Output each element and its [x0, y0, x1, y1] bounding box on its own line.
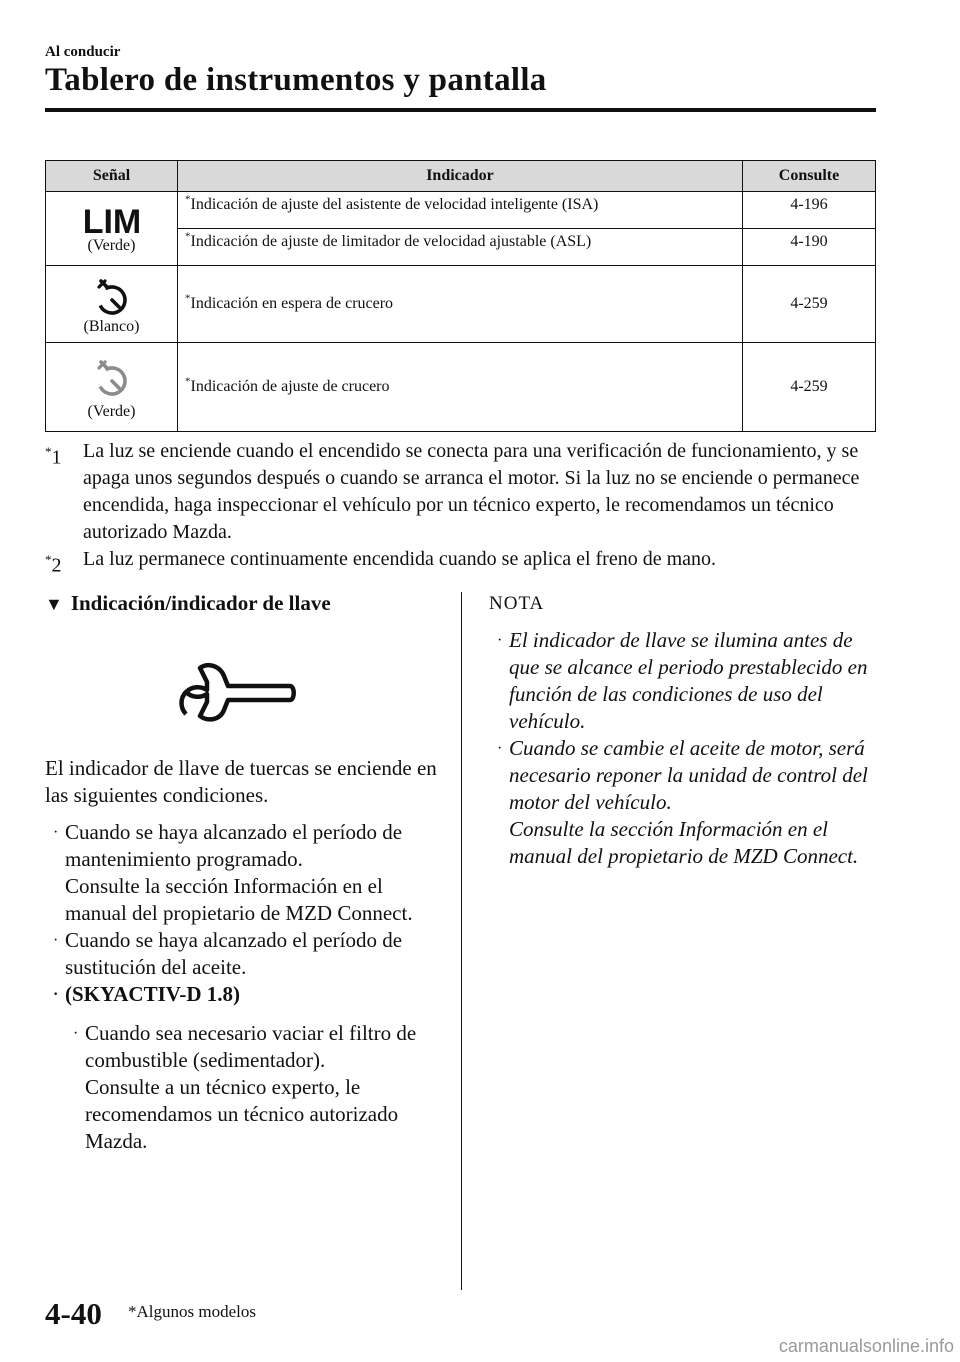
bullet-icon: ·	[53, 986, 59, 1003]
right-column	[489, 590, 884, 870]
reference-cell: 4-196	[743, 192, 876, 229]
bullet-icon: ·	[73, 1025, 79, 1042]
title-rule	[45, 108, 876, 112]
bullet-icon: ·	[497, 740, 503, 757]
indicator-cell: *Indicación de ajuste de limitador de velocidad ajustable (ASL)	[178, 229, 743, 266]
section-label: Al conducir	[45, 44, 121, 60]
header-signal: Señal	[46, 161, 178, 192]
list-item: · (SKYACTIV-D 1.8)	[53, 982, 241, 1006]
cruise-set-icon	[90, 355, 134, 399]
reference-cell: 4-259	[743, 266, 876, 343]
table-row	[46, 192, 876, 229]
signal-cell	[46, 192, 178, 266]
indicator-cell: *Indicación en espera de crucero	[178, 266, 743, 343]
signal-color-label: (Verde)	[87, 403, 136, 420]
column-divider	[461, 592, 462, 1290]
note-item: · Cuando se cambie el aceite de motor, será necesario reponer la unidad de control del motor del vehículo. Consulte la sección Información en el manual del propietario de MZD Connect.	[497, 736, 868, 868]
bullet-icon: ·	[497, 632, 503, 649]
footnote-2: *2 La luz permanece continuamente encendida cuando se aplica el freno de mano.	[45, 548, 717, 577]
indicator-text: Indicación en espera de crucero	[190, 295, 394, 312]
cruise-standby-icon	[90, 274, 134, 318]
lim-text: LIM	[82, 204, 141, 237]
list-item: · Cuando se haya alcanzado el período de sustitución del aceite.	[53, 928, 403, 979]
footer-note: *Algunos modelos	[128, 1302, 256, 1321]
indicator-text: Indicación de ajuste de crucero	[190, 378, 390, 395]
footnote-text: La luz se enciende cuando el encendido se conecta para una verificación de funcionamiento, y se apaga unos segundos después o cuando se arranca el motor. Si la luz no se enciende o permanece encendida, haga inspeccionar el vehículo por un técnico experto, le recomendamos un técnico autorizado Mazda.	[83, 440, 860, 543]
intro-paragraph: El indicador de llave de tuercas se enciende en las siguientes condiciones.	[45, 756, 437, 807]
indicator-cell: *Indicación de ajuste de crucero	[178, 343, 743, 432]
indicator-text: Indicación de ajuste de limitador de velocidad ajustable (ASL)	[190, 233, 592, 250]
note-heading: NOTA	[489, 593, 545, 614]
triangle-down-icon: ▼	[45, 594, 63, 614]
header-indicator: Indicador	[178, 161, 743, 192]
reference-cell: 4-190	[743, 229, 876, 266]
left-column	[45, 590, 445, 1155]
indicator-text: Indicación de ajuste del asistente de velocidad inteligente (ISA)	[190, 196, 599, 213]
note-item: · El indicador de llave se ilumina antes de que se alcance el periodo prestablecido en función de las condiciones de uso del vehículo.	[497, 628, 868, 733]
signal-color-label: (Verde)	[87, 236, 136, 254]
indicator-cell: *Indicación de ajuste del asistente de velocidad inteligente (ISA)	[178, 192, 743, 229]
footnote-mark: 2	[51, 554, 62, 577]
bullet-icon: ·	[53, 824, 59, 841]
section-heading: ▼ Indicación/indicador de llave	[45, 591, 331, 615]
signal-cell	[46, 266, 178, 343]
watermark: carmanualsonline.info	[778, 1336, 954, 1356]
page-number: 4-40	[45, 1296, 102, 1331]
footnote-text: La luz permanece continuamente encendida cuando se aplica el freno de mano.	[83, 548, 717, 570]
table-header-row	[46, 161, 876, 192]
signal-color-label: (Blanco)	[83, 318, 140, 335]
table-row	[46, 343, 876, 432]
header-reference: Consulte	[743, 161, 876, 192]
signal-cell	[46, 343, 178, 432]
wrench-icon	[178, 658, 298, 726]
footnotes	[45, 438, 880, 577]
footnote-mark: 1	[51, 446, 62, 469]
signal-table	[45, 160, 876, 432]
page-title: Tablero de instrumentos y pantalla	[45, 62, 547, 98]
footnote-1: *1 La luz se enciende cuando el encendido se conecta para una verificación de funcionamiento, y se apaga unos segundos después o cuando se arranca el motor. Si la luz no se enciende o permanece encendida, haga inspeccionar el vehículo por un técnico experto, le recomendamos un técnico autorizado Mazda.	[45, 440, 860, 543]
list-item: · Cuando se haya alcanzado el período de mantenimiento programado. Consulte la sección Información en el manual del propietario de MZD Connect.	[53, 820, 413, 925]
list-item: · Cuando sea necesario vaciar el filtro de combustible (sedimentador). Consulte a un técnico experto, le recomendamos un técnico autorizado Mazda.	[73, 1021, 417, 1153]
bullet-icon: ·	[53, 932, 59, 949]
reference-cell: 4-259	[743, 343, 876, 432]
lim-icon	[74, 205, 150, 237]
table-row	[46, 266, 876, 343]
